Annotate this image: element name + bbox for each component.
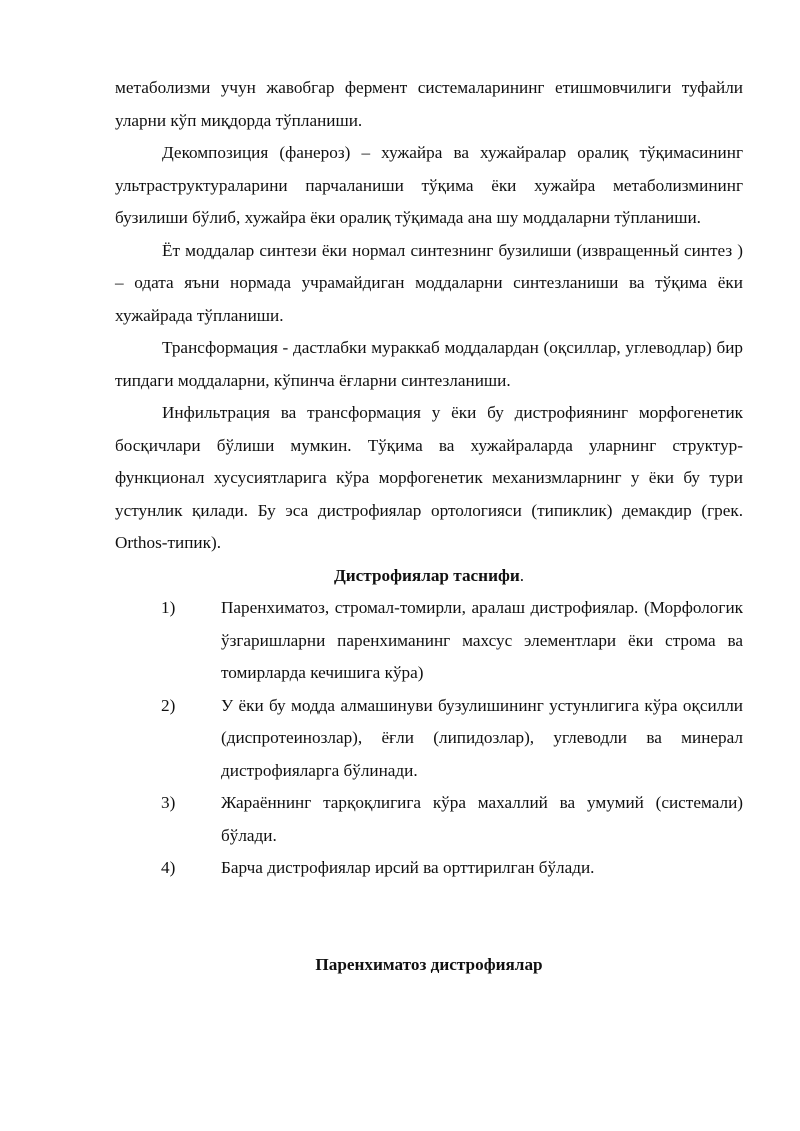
list-item-number: 3): [161, 793, 176, 812]
section-spacer: [115, 885, 743, 949]
document-page: [115, 72, 743, 981]
paragraph-synthesis: Ёт моддалар синтези ёки нормал синтезнинг бузилиши (извращенньй синтез ) – одата яъни нормада учрамайдиган моддаларни синтезланиши ва тўқима ёки хужайрада тўпланиши.: [115, 240, 743, 325]
list-item: [115, 787, 743, 852]
section-heading: Паренхиматоз дистрофиялар: [315, 954, 543, 974]
paragraph-decomposition: Декомпозиция (фанероз) – хужайра ва хужайралар оралиқ тўқимасининг ультраструктураларини парчаланиши тўқима ёки хужайра метаболизмининг бузилиши бўлиб, хужайра ёки оралиқ тўқимада ана шу моддаларни тўпланиши.: [115, 143, 743, 227]
list-item-text: Барча дистрофиялар ирсий ва орттирилган бўлади.: [221, 858, 595, 877]
list-item-number: 1): [161, 598, 176, 617]
list-item-number: 4): [161, 858, 176, 877]
paragraph-infiltration: Инфильтрация ва трансформация у ёки бу дистрофиянинг морфогенетик босқичлари бўлиши мумкин. Тўқима ва хужайраларда уларнинг структур-функционал хусусиятларига кўра морфогенетик механизмларнинг у ёки бу тури устунлик қилади. Бу эса дистрофиялар ортологияси (типиклик) демакдир (грек. Orthos-типик).: [115, 403, 743, 552]
list-item-text: Паренхиматоз, стромал-томирли, аралаш дистрофиялар. (Морфологик ўзгаришларни паренхиманинг махсус элементлари ёки строма ва томирларда кечишига кўра): [221, 598, 743, 682]
list-item-number: 2): [161, 695, 176, 715]
classification-list: [115, 592, 743, 885]
paragraph-transformation: Трансформация - дастлабки мураккаб моддалардан (оқсиллар, углеводлар) бир типдаги моддаларни, кўпинча ёғларни синтезланиши.: [115, 338, 743, 390]
list-item: [115, 592, 743, 690]
list-item-text: Жараённинг тарқоқлигига кўра махаллий ва умумий (системали) бўлади.: [221, 793, 743, 845]
paragraph-metabolism: метаболизми учун жавобгар фермент системаларининг етишмовчилиги туфайли уларни кўп миқдорда тўпланиши.: [115, 78, 743, 130]
list-item-text: У ёки бу модда алмашинуви бузулишининг устунлигига кўра оқсилли (диспротеинозлар), ёғли (липидозлар), углеводли ва минерал дистрофияларга бўлинади.: [221, 695, 743, 780]
list-item: [115, 690, 743, 788]
classification-heading-dot: .: [519, 565, 525, 585]
list-item: [115, 852, 743, 885]
classification-heading-text: Дистрофиялар таснифи: [333, 565, 520, 585]
classification-heading: [115, 560, 743, 593]
